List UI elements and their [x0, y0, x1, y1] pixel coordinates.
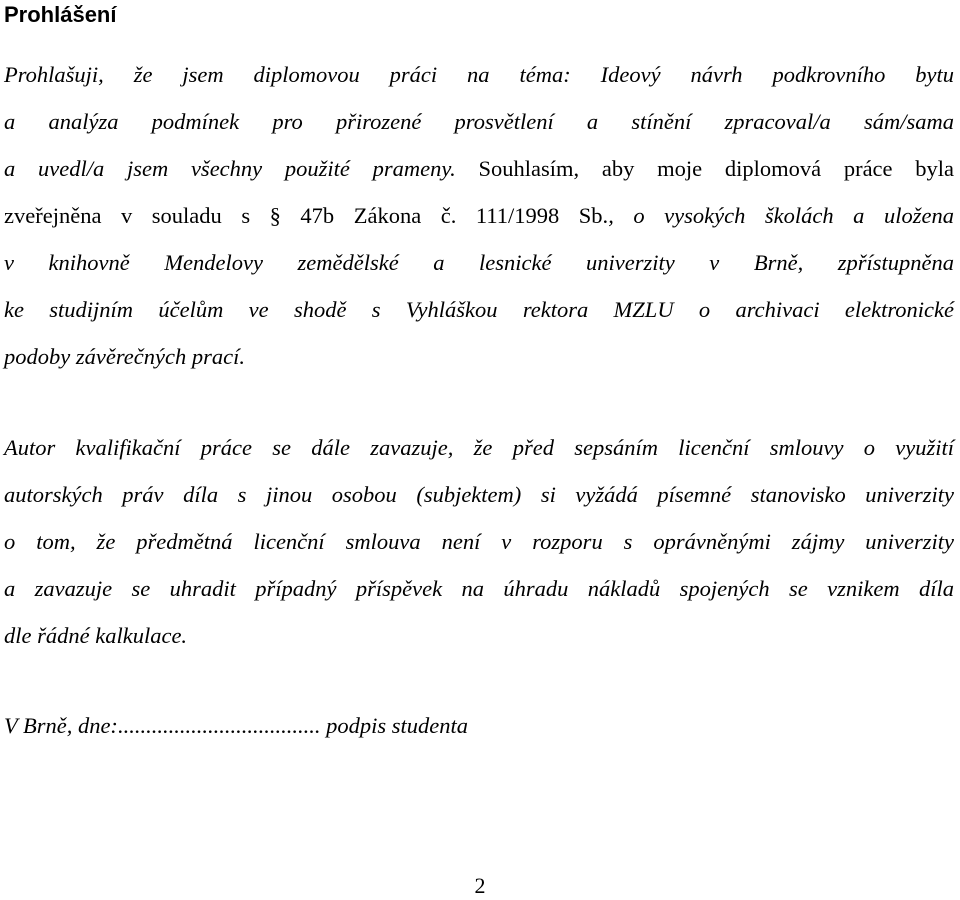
- declaration-line-4: [4, 192, 954, 239]
- declaration-line-4-normal: zveřejněna v souladu s § 47b Zákona č. 111/1998 Sb.: [4, 203, 609, 228]
- page-title: Prohlášení: [4, 2, 117, 27]
- declaration-line-3: [4, 145, 954, 192]
- declaration-paragraph: [4, 51, 954, 380]
- license-line-5: dle řádné kalkulace.: [4, 623, 188, 648]
- declaration-line-3-italic: a uvedl/a jsem všechny použité prameny.: [4, 156, 479, 181]
- declaration-line-4-italic: , o vysokých školách a uložena: [608, 203, 954, 228]
- license-paragraph: [4, 424, 954, 659]
- license-line-2: autorských práv díla s jinou osobou (subjektem) si vyžádá písemné stanovisko univerzity: [4, 482, 954, 507]
- declaration-line-1: Prohlašuji, že jsem diplomovou práci na téma: Ideový návrh podkrovního bytu: [4, 62, 954, 87]
- declaration-line-3-normal: Souhlasím, aby moje diplomová práce byla: [478, 156, 955, 181]
- declaration-line-5: v knihovně Mendelovy zemědělské a lesnické univerzity v Brně, zpřístupněna: [4, 250, 954, 275]
- signature-label: podpis studenta: [320, 713, 468, 738]
- place-date-label: V Brně, dne:: [4, 713, 118, 738]
- declaration-line-2: a analýza podmínek pro přirozené prosvětlení a stínění zpracoval/a sám/sama: [4, 109, 954, 134]
- license-line-4: a zavazuje se uhradit případný příspěvek na úhradu nákladů spojených se vznikem díla: [4, 576, 954, 601]
- signature-line: [4, 702, 468, 749]
- license-line-3: o tom, že předmětná licenční smlouva není v rozporu s oprávněnými zájmy univerzity: [4, 529, 954, 554]
- declaration-line-6: ke studijním účelům ve shodě s Vyhláškou rektora MZLU o archivaci elektronické: [4, 297, 954, 322]
- declaration-line-7: podoby závěrečných prací.: [4, 344, 245, 369]
- license-line-1: Autor kvalifikační práce se dále zavazuje, že před sepsáním licenční smlouvy o využití: [4, 435, 954, 460]
- page-number: 2: [474, 873, 486, 898]
- signature-dots: ....................................: [117, 713, 321, 738]
